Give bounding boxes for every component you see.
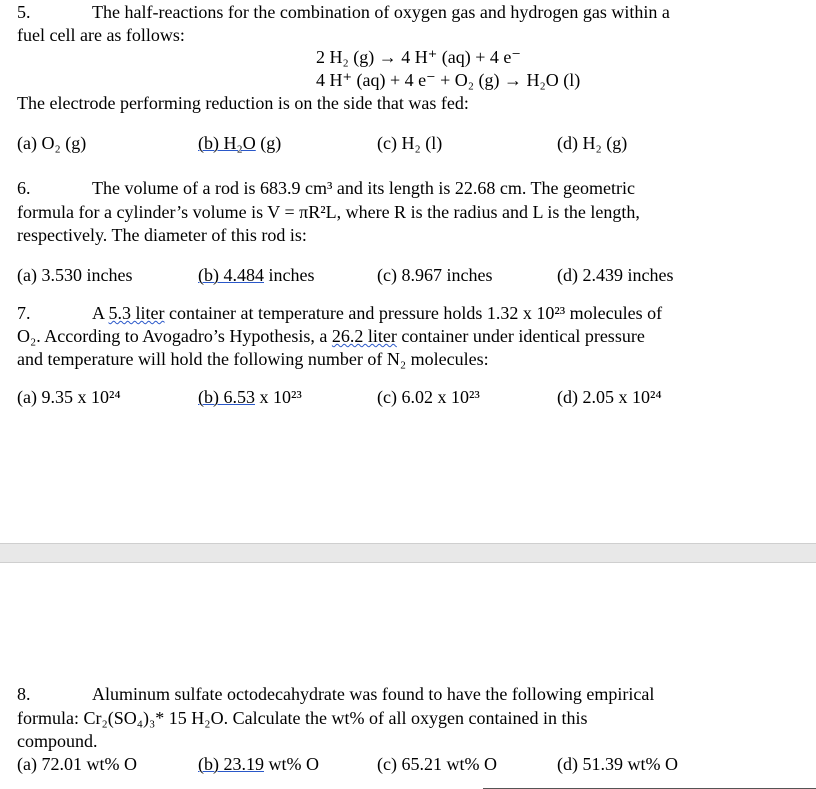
option-a: (a) O₂ (g): [17, 133, 87, 153]
question-text: Aluminum sulfate octodecahydrate was found to have the following empirical: [92, 684, 655, 704]
question-text: formula for a cylinder’s volume is V = πR²L, where R is the radius and L is the length,: [17, 202, 640, 222]
option-d: (d) 51.39 wt% O: [557, 754, 678, 774]
option-d: (d) H₂ (g): [557, 133, 628, 153]
option-b: [198, 753, 319, 775]
option-d: (d) 2.439 inches: [557, 265, 674, 285]
option-c: (c) H₂ (l): [377, 133, 443, 153]
option-b-answer: (b) 6.53: [198, 387, 255, 407]
question-number: 6.: [17, 178, 31, 198]
option-b-answer: (b) 4.484: [198, 265, 264, 285]
question-text: [92, 302, 662, 324]
option-b-answer: (b) 23.19: [198, 754, 264, 774]
question-text: [17, 325, 645, 347]
option-c: (c) 6.02 x 10²³: [377, 387, 480, 407]
option-a: (a) 3.530 inches: [17, 265, 133, 285]
text-run: container at temperature and pressure holds 1.32 x 10²³ molecules of: [164, 303, 663, 323]
question-text: compound.: [17, 731, 98, 751]
question-text: fuel cell are as follows:: [17, 25, 185, 45]
question-text: The volume of a rod is 683.9 cm³ and its length is 22.68 cm. The geometric: [92, 178, 635, 198]
option-b-suffix: wt% O: [264, 754, 319, 774]
volume-large: 26.2 liter: [331, 326, 397, 346]
option-b: [198, 132, 281, 154]
option-b: [198, 264, 314, 286]
question-text: The half-reactions for the combination of oxygen gas and hydrogen gas within a: [92, 2, 670, 22]
page-break: [0, 543, 816, 563]
option-b-answer: (b) H₂O: [198, 133, 256, 153]
text-run: container under identical pressure: [396, 326, 645, 346]
document-page-2: [0, 563, 816, 789]
equation-reduction: 4 H⁺ (aq) + 4 e⁻ + O₂ (g) → H₂O (l): [316, 70, 581, 90]
option-a: (a) 9.35 x 10²⁴: [17, 387, 121, 407]
option-b: [198, 386, 302, 408]
question-text: and temperature will hold the following number of N₂ molecules:: [17, 349, 489, 369]
option-b-suffix: x 10²³: [255, 387, 302, 407]
option-c: (c) 8.967 inches: [377, 265, 493, 285]
question-text: respectively. The diameter of this rod is:: [17, 225, 307, 245]
equation-oxidation: 2 H₂ (g) → 4 H⁺ (aq) + 4 e⁻: [316, 47, 521, 67]
text-run: O₂. According to Avogadro’s Hypothesis, a: [17, 326, 332, 346]
question-prompt: The electrode performing reduction is on the side that was fed:: [17, 93, 469, 113]
volume-small: 5.3 liter: [108, 303, 165, 323]
option-b-suffix: inches: [264, 265, 315, 285]
option-a: (a) 72.01 wt% O: [17, 754, 137, 774]
question-text: formula: Cr₂(SO₄)₃* 15 H₂O. Calculate the wt% of all oxygen contained in this: [17, 708, 588, 728]
option-c: (c) 65.21 wt% O: [377, 754, 497, 774]
option-b-suffix: (g): [255, 133, 282, 153]
question-number: 7.: [17, 303, 31, 323]
question-number: 5.: [17, 2, 31, 22]
question-number: 8.: [17, 684, 31, 704]
text-run: A: [92, 303, 109, 323]
option-d: (d) 2.05 x 10²⁴: [557, 387, 662, 407]
